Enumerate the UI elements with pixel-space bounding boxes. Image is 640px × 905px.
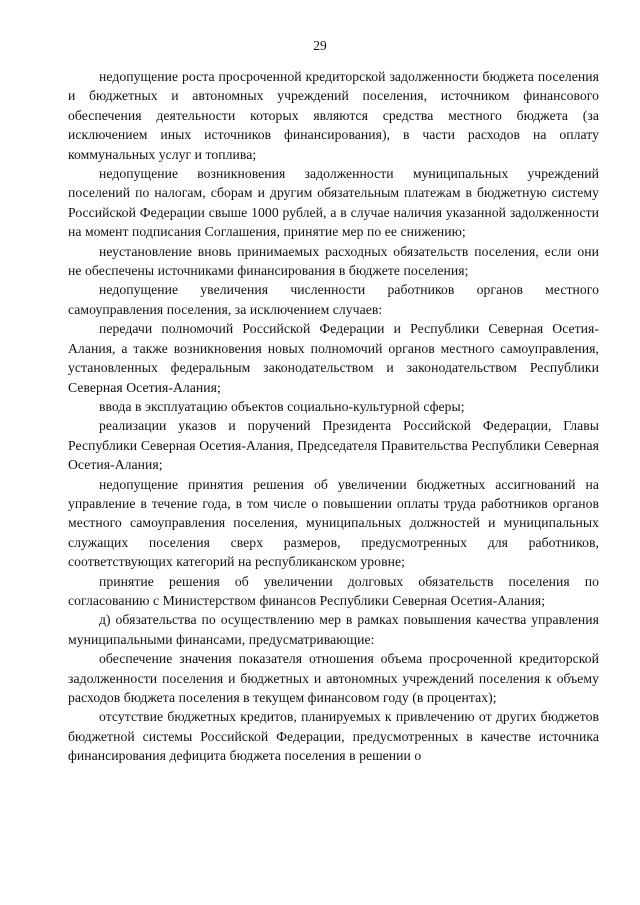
- paragraph-debt-obligations: принятие решения об увеличении долговых обязательств поселения по согласованию с Министерством финансов Республики Северная Осетия-Алания;: [68, 573, 599, 608]
- paragraph-powers-transfer: передачи полномочий Российской Федерации и Республики Северная Осетия-Алания, а также возникновения новых полномочий органов местного самоуправления, установленных федеральным законодательством и законодательством Республики Северная Осетия-Алания;: [68, 321, 599, 395]
- page-number: 29: [313, 38, 327, 53]
- paragraph-budget-allocations: недопущение принятия решения об увеличении бюджетных ассигнований на управление в течение года, в том числе о повышении оплаты труда работников органов местного самоуправления поселения, муниципальных должностей и муниципальных служащих поселения сверх размеров, предусмотренных для работников, соответствующих категорий на республиканском уровне;: [68, 476, 599, 570]
- paragraph-indicator: обеспечение значения показателя отношения объема просроченной кредиторской задолженности поселения и бюджетных и автономных учреждений поселения к объему расходов бюджета поселения в текущем финансовом году (в процентах);: [68, 651, 599, 705]
- paragraph-decrees: реализации указов и поручений Президента Российской Федерации, Главы Республики Северная Осетия-Алания, Председателя Правительства Республики Северная Осетия-Алания;: [68, 418, 599, 473]
- paragraph-tax-arrears: недопущение возникновения задолженности муниципальных учреждений поселений по налогам, сборам и другим обязательным платежам в бюджетную систему Российской Федерации свыше 1000 рублей, а в случае наличия указанной задолженности на момент подписания Соглашения, принятие мер по ее снижению;: [68, 166, 599, 240]
- paragraph-overdue-payables: недопущение роста просроченной кредиторской задолженности бюджета поселения и бюджетных и автономных учреждений поселения, источником финансового обеспечения деятельности которых являются средства местного бюджета (за исключением иных источников финансирования), в части расходов на оплату коммунальных услуг и топлива;: [68, 69, 599, 162]
- paragraph-new-obligations: неустановление вновь принимаемых расходных обязательств поселения, если они не обеспечены источниками финансирования в бюджете поселения;: [68, 243, 599, 279]
- paragraph-commissioning: ввода в эксплуатацию объектов социально-культурной сферы;: [99, 398, 465, 414]
- document-body: [68, 67, 599, 766]
- paragraph-staff-increase: недопущение увеличения численности работников органов местного самоуправления поселения, за исключением случаев:: [68, 282, 599, 317]
- paragraph-item-d: д) обязательства по осуществлению мер в рамках повышения качества управления муниципальными финансами, предусматривающие:: [68, 612, 599, 647]
- paragraph-budget-credits: отсутствие бюджетных кредитов, планируемых к привлечению от других бюджетов бюджетной системы Российской Федерации, предусмотренных в качестве источника финансирования дефицита бюджета поселения в решении о: [68, 709, 599, 764]
